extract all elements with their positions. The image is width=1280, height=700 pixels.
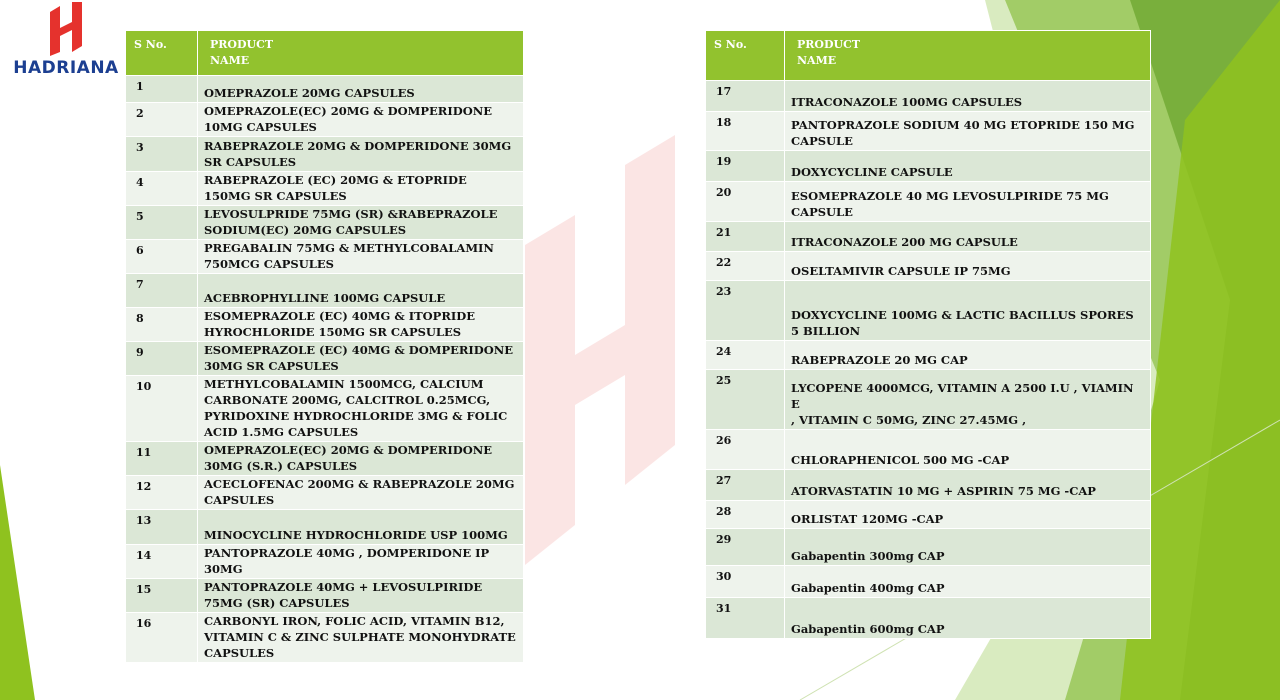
table-row [706,222,1151,252]
table-row [126,442,524,476]
row-product-name: RABEPRAZOLE (EC) 20MG & ETOPRIDE 150MG SR CAPSULES [198,172,524,206]
row-serial-number: 9 [126,342,198,376]
row-product-name: RABEPRAZOLE 20 MG CAP [785,341,1151,370]
row-serial-number: 10 [126,376,198,442]
row-serial-number: 24 [706,341,785,370]
row-serial-number: 3 [126,137,198,172]
row-serial-number: 20 [706,182,785,222]
row-serial-number: 8 [126,308,198,342]
table-row [126,274,524,308]
row-serial-number: 4 [126,172,198,206]
row-serial-number: 5 [126,206,198,240]
row-product-name: DOXYCYCLINE 100MG & LACTIC BACILLUS SPORES 5 BILLION [785,281,1151,341]
table-row [126,103,524,137]
product-table-left [125,30,524,663]
row-serial-number: 12 [126,476,198,510]
product-table-right [705,30,1151,639]
table-row [706,151,1151,182]
row-product-name: Gabapentin 400mg CAP [785,566,1151,598]
table-row [706,566,1151,598]
table-row [706,370,1151,430]
header-product-name: PRODUCT NAME [198,31,524,76]
table-row [706,430,1151,470]
row-product-name: DOXYCYCLINE CAPSULE [785,151,1151,182]
row-product-name: LYCOPENE 4000MCG, VITAMIN A 2500 I.U , VIAMIN E , VITAMIN C 50MG, ZINC 27.45MG , [785,370,1151,430]
row-product-name: MINOCYCLINE HYDROCHLORIDE USP 100MG [198,510,524,545]
row-serial-number: 17 [706,81,785,112]
row-product-name: PREGABALIN 75MG & METHYLCOBALAMIN 750MCG CAPSULES [198,240,524,274]
row-product-name: ACECLOFENAC 200MG & RABEPRAZOLE 20MG CAPSULES [198,476,524,510]
table-row [126,172,524,206]
table-row [126,579,524,613]
row-serial-number: 31 [706,598,785,639]
table-row [706,252,1151,281]
row-serial-number: 21 [706,222,785,252]
row-product-name: PANTOPRAZOLE 40MG , DOMPERIDONE IP 30MG [198,545,524,579]
row-product-name: PANTOPRAZOLE 40MG + LEVOSULPIRIDE 75MG (SR) CAPSULES [198,579,524,613]
row-product-name: OMEPRAZOLE(EC) 20MG & DOMPERIDONE 30MG (S.R.) CAPSULES [198,442,524,476]
row-product-name: OMEPRAZOLE(EC) 20MG & DOMPERIDONE 10MG CAPSULES [198,103,524,137]
row-serial-number: 30 [706,566,785,598]
header-product-name: PRODUCT NAME [785,31,1151,81]
logo-mark-icon [44,2,88,56]
row-product-name: METHYLCOBALAMIN 1500MCG, CALCIUM CARBONATE 200MG, CALCITROL 0.25MCG, PYRIDOXINE HYDROCHLORIDE 3MG & FOLIC ACID 1.5MG CAPSULES [198,376,524,442]
row-product-name: ORLISTAT 120MG -CAP [785,501,1151,529]
company-logo [4,2,128,78]
table-row [126,206,524,240]
table-row [706,501,1151,529]
table-row [706,182,1151,222]
table-row [706,598,1151,639]
table-row [706,281,1151,341]
table-row [126,308,524,342]
row-product-name: RABEPRAZOLE 20MG & DOMPERIDONE 30MG SR CAPSULES [198,137,524,172]
watermark-logo-icon [505,125,705,565]
row-product-name: ITRACONAZOLE 100MG CAPSULES [785,81,1151,112]
row-serial-number: 27 [706,470,785,501]
table-row [706,529,1151,566]
row-product-name: ACEBROPHYLLINE 100MG CAPSULE [198,274,524,308]
row-product-name: ITRACONAZOLE 200 MG CAPSULE [785,222,1151,252]
row-product-name: OSELTAMIVIR CAPSULE IP 75MG [785,252,1151,281]
row-serial-number: 15 [126,579,198,613]
table-row [706,470,1151,501]
table-row [126,476,524,510]
row-serial-number: 2 [126,103,198,137]
table-row [126,342,524,376]
row-product-name: PANTOPRAZOLE SODIUM 40 MG ETOPRIDE 150 MG CAPSULE [785,112,1151,151]
row-product-name: CHLORAPHENICOL 500 MG -CAP [785,430,1151,470]
row-serial-number: 7 [126,274,198,308]
row-product-name: Gabapentin 300mg CAP [785,529,1151,566]
table-row [126,376,524,442]
row-product-name: ATORVASTATIN 10 MG + ASPIRIN 75 MG -CAP [785,470,1151,501]
row-serial-number: 18 [706,112,785,151]
row-serial-number: 25 [706,370,785,430]
row-product-name: Gabapentin 600mg CAP [785,598,1151,639]
row-serial-number: 19 [706,151,785,182]
row-product-name: CARBONYL IRON, FOLIC ACID, VITAMIN B12, VITAMIN C & ZINC SULPHATE MONOHYDRATE CAPSULES [198,613,524,663]
row-product-name: ESOMEPRAZOLE 40 MG LEVOSULPIRIDE 75 MG CAPSULE [785,182,1151,222]
row-product-name: ESOMEPRAZOLE (EC) 40MG & DOMPERIDONE 30MG SR CAPSULES [198,342,524,376]
row-serial-number: 16 [126,613,198,663]
table-row [126,137,524,172]
row-serial-number: 13 [126,510,198,545]
table-row [126,76,524,103]
table-row [126,613,524,663]
row-serial-number: 11 [126,442,198,476]
table-row [126,240,524,274]
row-serial-number: 22 [706,252,785,281]
header-sno: S No. [706,31,785,81]
row-product-name: LEVOSULPRIDE 75MG (SR) &RABEPRAZOLE SODIUM(EC) 20MG CAPSULES [198,206,524,240]
row-serial-number: 6 [126,240,198,274]
row-serial-number: 23 [706,281,785,341]
row-serial-number: 1 [126,76,198,103]
table-row [126,510,524,545]
row-product-name: OMEPRAZOLE 20MG CAPSULES [198,76,524,103]
table-row [706,341,1151,370]
logo-text: HADRIANA [13,58,119,78]
header-sno: S No. [126,31,198,76]
table-header-row [126,31,524,76]
row-serial-number: 26 [706,430,785,470]
table-header-row [706,31,1151,81]
row-serial-number: 14 [126,545,198,579]
table-row [706,112,1151,151]
row-serial-number: 29 [706,529,785,566]
table-row [126,545,524,579]
table-row [706,81,1151,112]
row-serial-number: 28 [706,501,785,529]
bg-green-shape-left [0,465,35,700]
row-product-name: ESOMEPRAZOLE (EC) 40MG & ITOPRIDE HYROCHLORIDE 150MG SR CAPSULES [198,308,524,342]
